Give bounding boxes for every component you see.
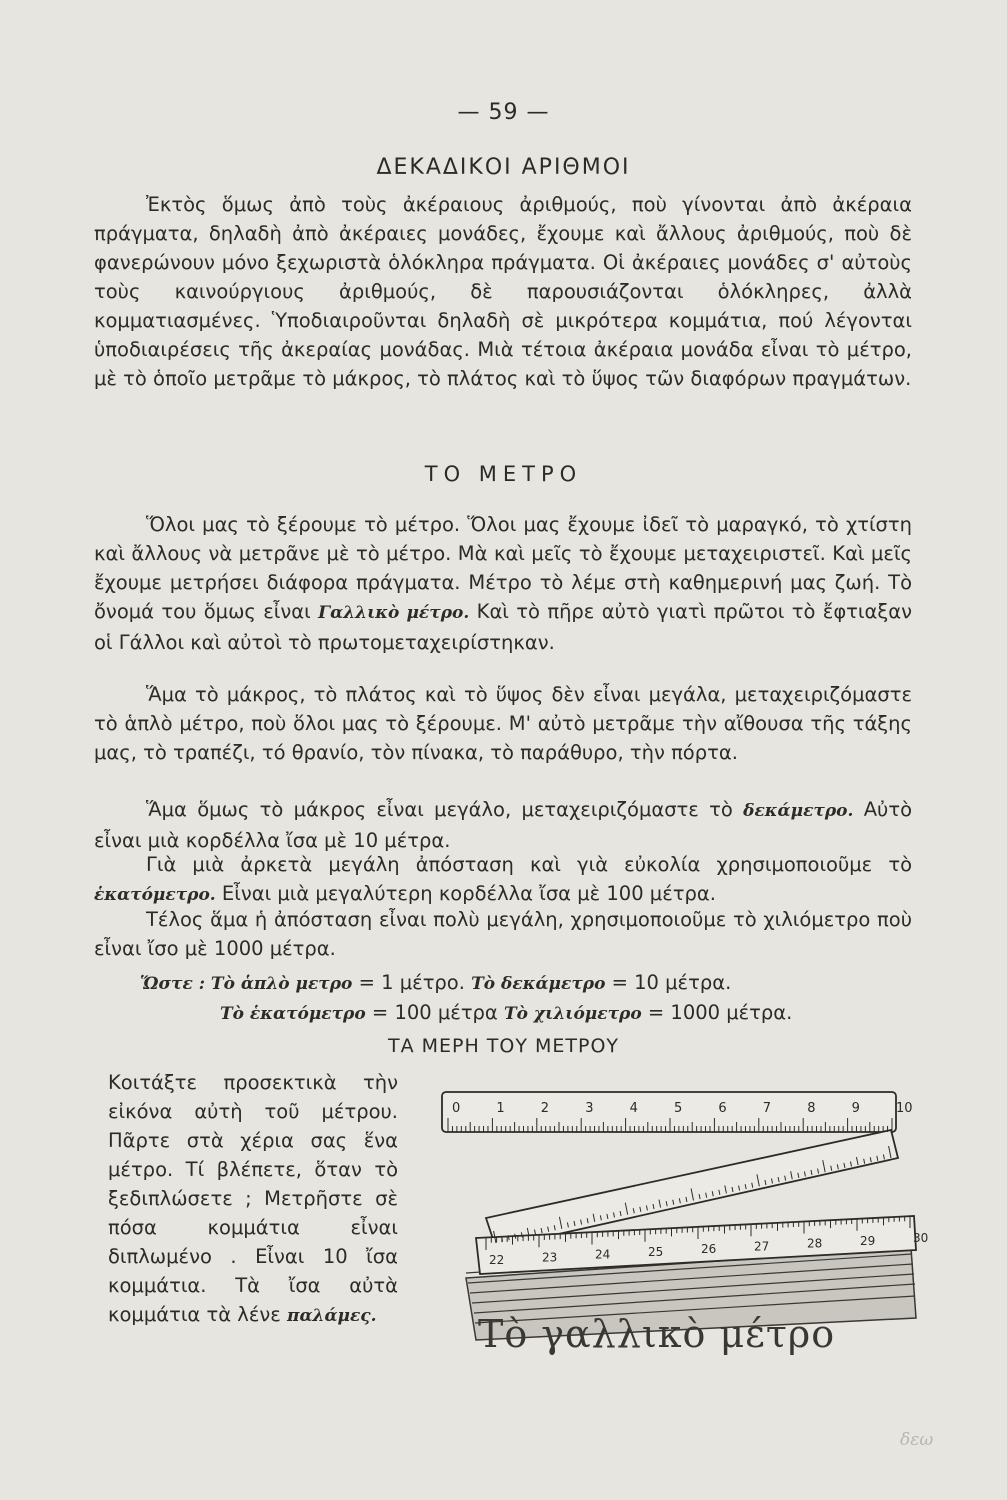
ruler-top-number: 10 [896,1101,913,1116]
ruler-bottom-number: 24 [595,1247,611,1262]
section-title-parts: ΤΑ ΜΕΡΗ ΤΟΥ ΜΕΤΡΟΥ [387,1035,620,1057]
dekametre-text-end: Αὐτὸ εἶναι μιὰ κορδέλλα ἴσα μὲ 10 μέτρα. [94,798,913,852]
ruler-bottom-number: 29 [860,1233,876,1248]
summary-simple-term: Ὥστε : Τὸ ἁπλὸ μετρο [140,974,353,994]
metro-text-end: Καὶ τὸ πῆρε αὐτὸ γιατὶ πρῶτοι τὸ ἔφτιαξαν οἱ Γάλλοι καὶ αὐτοὶ τὸ πρωτομεταχειρίστηκαν. [94,600,912,654]
kilometre-paragraph: Τέλος ἅμα ἡ ἀπόσταση εἶναι πολὺ μεγάλη, χρησιμοποιοῦμε τὸ χιλιόμετρο ποὺ εἶναι ἴσο μὲ 1000 μέτρα. [94,908,912,960]
ruler-bottom-number: 25 [648,1244,664,1259]
dekametre-text: Ἅμα ὅμως τὸ μάκρος εἶναι μεγάλο, μεταχειριζόμαστε τὸ [146,798,744,821]
metro-paragraph [94,510,912,657]
parts-text: Κοιτάξτε προσεκτικὰ τὴν εἰκόνα αὐτὴ τοῦ μέτρου. Πᾶρτε στὰ χέρια σας ἕνα μέτρο. Τί βλέπετε, ὅταν τὸ ξεδιπλώσετε ; Μετρῆστε σὲ πόσα κομμάτια εἶναι διπλωμένο . Εἶναι 10 ἴσα κομμάτια. Τὰ ἴσα αὐτὰ κομμάτια τὰ λένε [108,1071,398,1326]
page-number: — 59 — [457,100,550,125]
simple-metre-paragraph: Ἅμα τὸ μάκρος, τὸ πλάτος καὶ τὸ ὕψος δὲν εἶναι μεγάλα, μεταχειριζόμαστε τὸ ἁπλὸ μέτρο, ποὺ ὅλοι μας τὸ ξέρουμε. Μ' αὐτὸ μετρᾶμε τὴν αἴθουσα τῆς τάξης μας, τὸ τραπέζι, τό θρανίο, τὸν πίνακα, τὸ παράθυρο, τὴν πόρτα. [94,683,912,764]
hectometre-text-end: Εἶναι μιὰ μεγαλύτερη κορδέλλα ἴσα μὲ 100 μέτρα. [215,882,716,905]
summary-simple-value: = 1 μέτρο. [352,971,472,994]
ruler-top-number: 4 [629,1101,638,1116]
ruler-top-number: 6 [718,1101,727,1116]
figure-caption: Τὸ γαλλικὸ μέτρο [478,1312,836,1356]
summary-line-1 [140,968,920,999]
ruler-top-number: 2 [540,1101,550,1116]
folding-ruler-illustration [436,1078,929,1338]
ruler-top-number: 3 [585,1101,594,1116]
chapter-title: ΔΕΚΑΔΙΚΟΙ ΑΡΙΘΜΟΙ [376,155,631,180]
french-metre-term: Γαλλικὸ μέτρο. [318,603,470,623]
ruler-top-number: 7 [762,1101,772,1116]
palm-term: παλάμες. [287,1306,377,1326]
parts-paragraph [108,1068,398,1331]
hectometre-paragraph [94,850,912,910]
section-title-metro: ΤΟ ΜΕΤΡΟ [424,462,583,486]
summary-kilo-value: = 1000 μέτρα. [641,1001,793,1024]
hectometre-text: Γιὰ μιὰ ἀρκετὰ μεγάλη ἀπόσταση καὶ γιὰ εὐκολία χρησιμοποιοῦμε τὸ [146,853,912,876]
hectometre-term: ἑκατόμετρο. [94,885,216,905]
intro-paragraph: Ἐκτὸς ὅμως ἀπὸ τοὺς ἀκέραιους ἀριθμούς, ποὺ γίνονται ἀπὸ ἀκέραια πράγματα, δηλαδὴ ἀπὸ ἀκέραιες μονάδες, ἔχουμε καὶ ἄλλους ἀριθμούς, ποὺ δὲ φανερώνουν μόνο ξεχωριστὰ ὁλόκληρα πράγματα. Οἱ ἀκέραιες μονάδες σ' αὐτοὺς τοὺς καινούργιους ἀριθμούς, δὲ παρουσιάζονται ὁλόκληρες, ἀλλὰ κομματιασμένες. Ὑποδιαιροῦνται δηλαδὴ σὲ μικρότερα κομμάτια, πού λέγονται ὑποδιαιρέσεις τῆς ἀκεραίας μονάδας. Μιὰ τέτοια ἀκέραια μονάδα εἶναι τὸ μέτρο, μὲ τὸ ὁποῖο μετρᾶμε τὸ μάκρος, τὸ πλάτος καὶ τὸ ὕψος τῶν διαφόρων πραγμάτων. [94,193,912,390]
ruler-bottom-number: 23 [542,1250,558,1265]
dekametre-paragraph [94,795,912,855]
ruler-top-number: 1 [496,1101,505,1116]
ruler-bottom-number: 26 [701,1242,717,1256]
ruler-bottom-number: 22 [489,1253,505,1267]
summary-hecto-term: Τὸ ἑκατόμετρο [220,1004,366,1024]
ruler-bottom-number: 28 [807,1236,823,1251]
ruler-top-number: 0 [452,1101,461,1116]
summary-hecto-value: = 100 μέτρα [365,1001,504,1024]
metro-text: Ὅλοι μας τὸ ξέρουμε τὸ μέτρο. Ὅλοι μας ἔχουμε ἰδεῖ τὸ μαραγκό, τὸ χτίστη καὶ ἄλλους νὰ μετρᾶνε μὲ τὸ μέτρο. Μὰ καὶ μεῖς τὸ ἔχουμε μεταχειριστεῖ. Καὶ μεῖς ἔχουμε μετρήσει διάφορα πράγματα. Μέτρο τὸ λέμε στὴ καθημερινή μας ζωή. Τὸ ὄνομά του ὅμως εἶναι [94,513,912,623]
ruler-bottom-number: 30 [913,1231,929,1245]
summary-line-2 [220,998,1000,1029]
ruler-top-number: 9 [851,1101,860,1116]
summary-kilo-term: Τὸ χιλιόμετρο [504,1004,642,1024]
dekametre-term: δεκάμετρο. [743,801,854,821]
ruler-top-number: 5 [674,1101,683,1116]
pencil-mark: δεω [900,1430,934,1450]
ruler-top-number: 8 [807,1101,816,1116]
summary-deka-term: Τὸ δεκάμετρο [471,974,606,994]
summary-deka-value: = 10 μέτρα. [605,971,732,994]
ruler-bottom-number: 27 [754,1239,770,1254]
